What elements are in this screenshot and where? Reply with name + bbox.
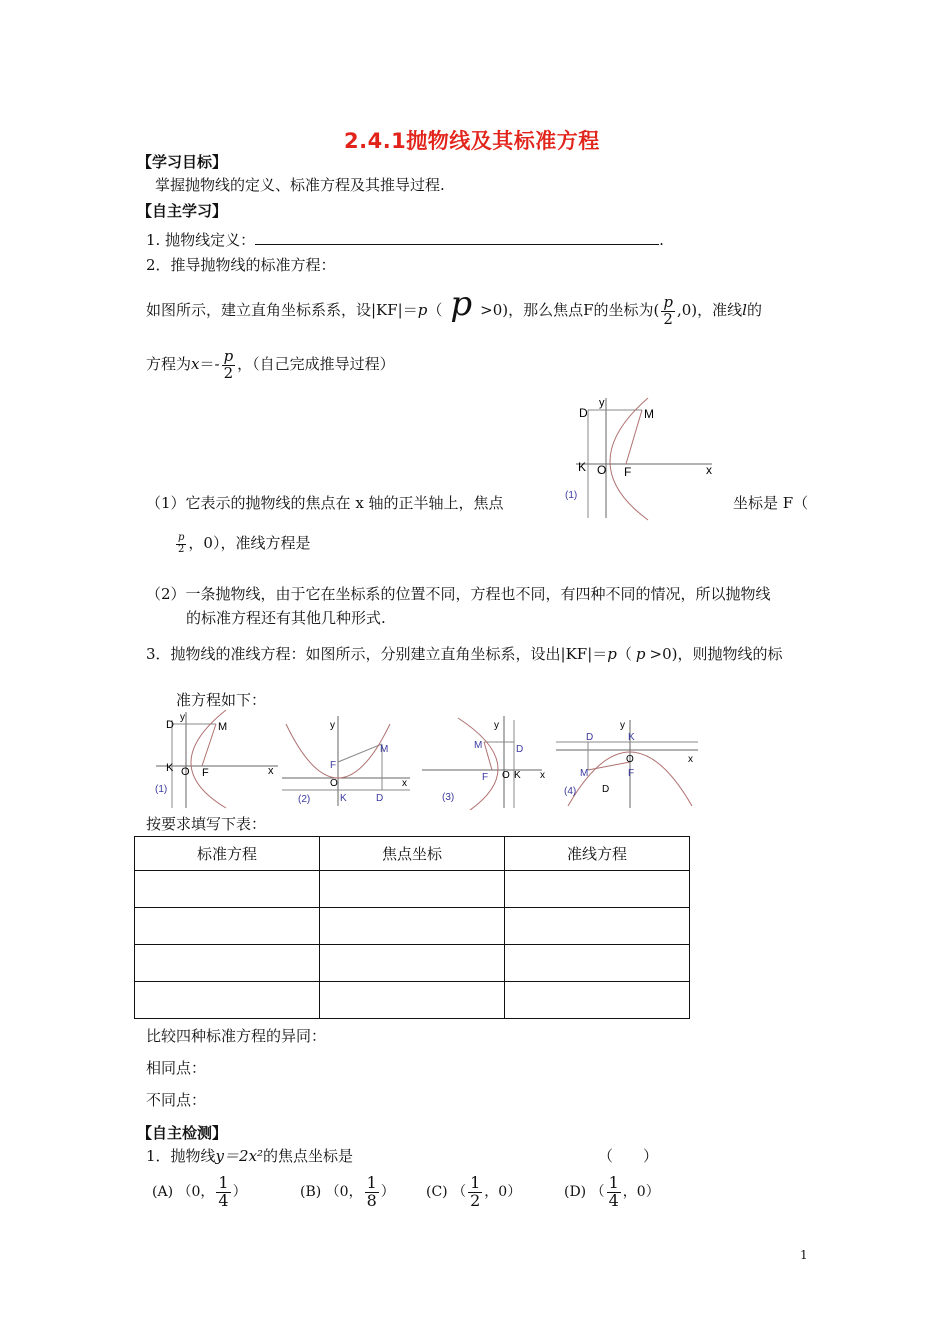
figure-2: [282, 716, 410, 806]
para2-x: x: [191, 355, 200, 373]
fig2-label-f: F: [330, 760, 337, 771]
para2-frac-num: p: [223, 346, 234, 365]
fig2-label-y: y: [330, 720, 335, 731]
table-row: [135, 945, 690, 982]
para1-p-large: p: [450, 284, 473, 324]
table-cell[interactable]: [505, 908, 690, 945]
section-self-study: 【自主学习】: [137, 202, 228, 220]
table-cell[interactable]: [135, 982, 320, 1019]
main-fig-label-f: F: [624, 465, 632, 479]
para1-text-e: 的: [746, 301, 762, 319]
option-a-label: (A): [152, 1184, 174, 1200]
table-cell[interactable]: [320, 908, 505, 945]
item1-label: 1. 抛物线定义：: [146, 231, 256, 249]
table-row: [135, 871, 690, 908]
option-c-label: (C): [426, 1184, 448, 1200]
obs1-fraction: [176, 533, 186, 555]
table-header-row: [135, 837, 690, 871]
answer-parentheses[interactable]: （ ）: [598, 1147, 659, 1165]
para2: [146, 344, 395, 384]
obs1-b: 坐标是 F（: [733, 494, 809, 512]
section-goals: 【学习目标】: [137, 153, 228, 171]
option-d[interactable]: [564, 1170, 660, 1214]
item3-p2: p: [635, 645, 646, 663]
table-cell[interactable]: [135, 945, 320, 982]
fig2-label-k: K: [340, 793, 347, 804]
para1-fraction: [661, 292, 675, 328]
fig3-label-k: K: [514, 770, 521, 781]
option-d-den: 4: [608, 1190, 619, 1210]
definition-blank[interactable]: [255, 230, 659, 245]
option-b-den: 8: [366, 1190, 377, 1210]
goal-text: 掌握抛物线的定义、标准方程及其推导过程.: [155, 176, 445, 194]
fig2-label-o: O: [330, 778, 338, 789]
option-d-post: ，0）: [622, 1184, 660, 1200]
table-cell[interactable]: [320, 871, 505, 908]
four-figures: [146, 708, 706, 810]
fig4-label-m: M: [580, 768, 589, 779]
option-b-num: 1: [366, 1172, 377, 1192]
fig2-label-x: x: [402, 778, 407, 789]
standard-equation-table: [134, 836, 690, 1019]
header-standard-equation: 标准方程: [135, 837, 320, 871]
item3-line2: 准方程如下：: [176, 691, 267, 709]
section-self-check: 【自主检测】: [137, 1124, 228, 1142]
para1-frac-num: p: [663, 292, 673, 311]
fig4-label-f: F: [628, 768, 635, 779]
item3-line1: [146, 643, 782, 664]
item2: 2．推导抛物线的标准方程：: [146, 256, 336, 274]
option-c-den: 2: [470, 1190, 481, 1210]
fig2-segment-fm: [338, 744, 382, 762]
figure-1: [155, 710, 278, 808]
item1-end: .: [659, 231, 664, 249]
option-a-pre: （0，: [177, 1184, 215, 1200]
fig3-label-m: M: [474, 740, 483, 751]
fig4-label-x: x: [688, 754, 693, 765]
obs2-line1: （2）一条抛物线，由于它在坐标系的位置不同，方程也不同，有四种不同的情况，所以抛物线: [146, 585, 771, 603]
q1-text-a: 1．抛物线: [146, 1147, 216, 1165]
fig3-label-x: x: [540, 770, 545, 781]
option-a-fraction: [216, 1172, 230, 1210]
item3-text-c: >0)，则抛物线的标: [649, 645, 783, 663]
option-c-num: 1: [470, 1172, 481, 1192]
main-fig-number: (1): [565, 490, 578, 501]
fig3-segment-mf: [484, 742, 492, 770]
option-d-pre: （: [590, 1184, 605, 1200]
fig1-label-k: K: [166, 762, 174, 774]
option-c[interactable]: [426, 1170, 521, 1214]
para1-text-b: （: [427, 301, 443, 319]
table-row: [135, 982, 690, 1019]
obs1-a: （1）它表示的抛物线的焦点在 x 轴的正半轴上，焦点: [146, 494, 504, 512]
fig4-label-d2: D: [602, 784, 610, 795]
main-fig-label-m: M: [644, 407, 654, 421]
page-title: 2.4.1抛物线及其标准方程: [344, 129, 600, 153]
option-d-fraction: [607, 1172, 621, 1210]
para2-fraction: [222, 346, 236, 382]
option-d-num: 1: [608, 1172, 619, 1192]
option-a-post: ）: [232, 1184, 247, 1200]
table-intro: 按要求填写下表：: [146, 815, 267, 833]
option-b-label: (B): [300, 1184, 322, 1200]
option-b-fraction: [365, 1172, 379, 1210]
table-cell[interactable]: [505, 871, 690, 908]
main-fig-label-x: x: [706, 463, 712, 477]
item3-text-b: （: [616, 645, 632, 663]
option-c-post: ，0）: [484, 1184, 522, 1200]
para2-frac-den: 2: [223, 363, 234, 382]
para2-text-c: ，（自己完成推导过程）: [237, 355, 395, 373]
option-a-num: 1: [218, 1172, 229, 1192]
fig4-label-o: O: [626, 754, 634, 765]
option-b-pre: （0，: [325, 1184, 363, 1200]
para1-text-a: 如图所示，建立直角坐标系系，设|KF|＝: [146, 301, 418, 319]
obs2-line2: 的标准方程还有其他几种形式.: [186, 609, 386, 627]
para1-p: p: [417, 301, 428, 319]
question-1: [146, 1145, 353, 1166]
option-c-fraction: [468, 1172, 482, 1210]
option-b-post: ）: [380, 1184, 395, 1200]
para1: [146, 286, 762, 328]
header-directrix-equation: 准线方程: [505, 837, 690, 871]
table-cell[interactable]: [320, 982, 505, 1019]
fig1-label-o: O: [181, 766, 190, 778]
same-points: 相同点：: [146, 1059, 207, 1077]
fig2-label-d: D: [376, 793, 384, 804]
obs1-line2: [174, 528, 310, 558]
para1-text-c: >0)，那么焦点F的坐标为(: [480, 301, 660, 319]
item3-text-a: 3．抛物线的准线方程：如图所示，分别建立直角坐标系，设出|KF|＝: [146, 645, 608, 663]
main-fig-label-y: y: [599, 397, 605, 409]
fig4-label-y: y: [620, 720, 625, 731]
page-number: 1: [800, 1248, 808, 1262]
table-cell[interactable]: [505, 945, 690, 982]
item1: [146, 229, 664, 250]
para2-text-b: ＝-: [199, 355, 220, 373]
option-b[interactable]: [300, 1170, 395, 1214]
main-fig-label-o: O: [597, 463, 607, 477]
fig1-label-x: x: [268, 765, 274, 777]
different-points: 不同点：: [146, 1091, 207, 1109]
obs1-text-c: ，0），准线方程是: [188, 534, 311, 552]
fig3-label-f: F: [482, 772, 489, 783]
fig1-label-d: D: [166, 719, 174, 731]
fig2-number: (2): [298, 794, 311, 805]
compare-text: 比较四种标准方程的异同：: [146, 1027, 327, 1045]
fig4-number: (4): [564, 786, 577, 797]
figure-4: [556, 720, 698, 808]
q1-equation: y＝2x²: [215, 1147, 264, 1165]
table-cell[interactable]: [135, 908, 320, 945]
para1-text-d: ,0)，准线: [676, 301, 743, 319]
fig3-parabola: [458, 718, 498, 810]
fig2-label-m: M: [380, 744, 389, 755]
para2-text-a: 方程为: [146, 355, 192, 373]
main-figure: [560, 390, 720, 522]
option-d-label: (D): [564, 1184, 587, 1200]
obs1-frac-num: p: [178, 532, 185, 543]
table-cell[interactable]: [505, 982, 690, 1019]
option-c-pre: （: [452, 1184, 467, 1200]
main-fig-parabola: [610, 398, 648, 520]
obs1-frac-den: 2: [178, 543, 185, 555]
table-cell[interactable]: [320, 945, 505, 982]
para1-l: l: [742, 301, 747, 319]
fig4-segment-mf: [588, 762, 630, 770]
fig1-label-m: M: [218, 721, 228, 733]
main-fig-label-k: K: [578, 460, 587, 474]
figure-3: [422, 716, 545, 810]
q1-text-b: 的焦点坐标是: [263, 1147, 354, 1165]
fig1-segment-mf: [202, 724, 216, 766]
header-focus-coordinates: 焦点坐标: [320, 837, 505, 871]
fig3-label-o: O: [502, 770, 510, 781]
fig1-number: (1): [155, 784, 168, 795]
main-fig-label-d: D: [579, 406, 588, 420]
fig4-label-k: K: [628, 732, 635, 743]
fig3-number: (3): [442, 792, 455, 803]
fig3-label-y: y: [494, 720, 499, 731]
para1-frac-den: 2: [663, 309, 673, 328]
table-row: [135, 908, 690, 945]
fig1-label-f: F: [202, 767, 209, 779]
option-a[interactable]: [152, 1170, 247, 1214]
item3-p1: p: [607, 645, 617, 663]
fig3-label-d: D: [516, 744, 524, 755]
fig4-label-d: D: [586, 732, 594, 743]
fig1-label-y: y: [180, 712, 185, 723]
option-a-den: 4: [218, 1190, 229, 1210]
table-cell[interactable]: [135, 871, 320, 908]
